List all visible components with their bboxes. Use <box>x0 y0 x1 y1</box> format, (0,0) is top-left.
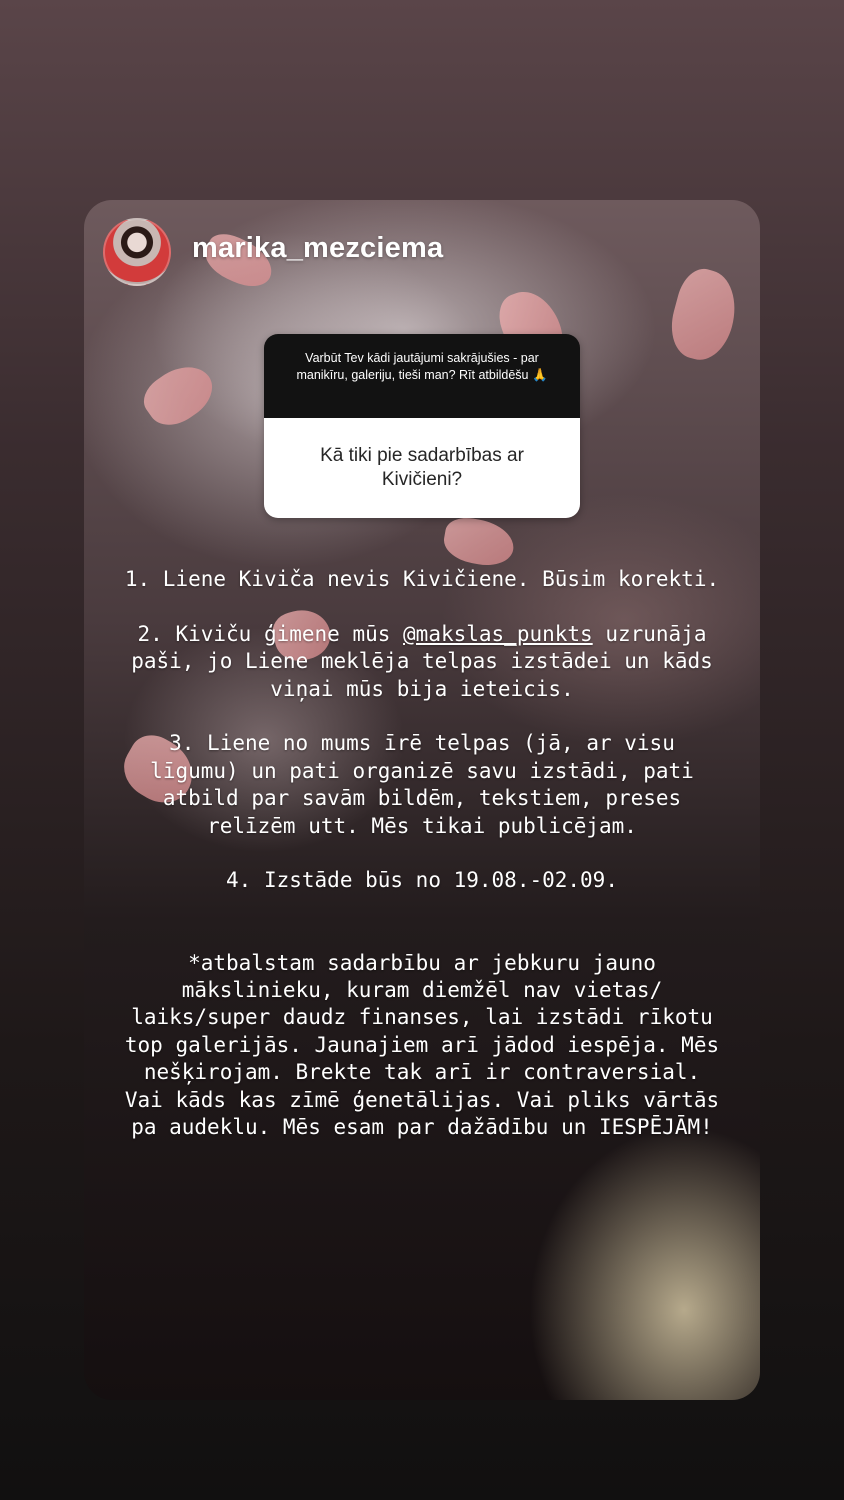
mention-link[interactable]: @makslas_punkts <box>403 621 593 646</box>
username[interactable]: marika_mezciema <box>192 232 444 264</box>
background-petal <box>663 264 744 366</box>
story-card[interactable] <box>84 200 760 1400</box>
question-answer: Kā tiki pie sadarbības ar Kivičieni? <box>264 418 580 518</box>
paragraph-3: 3. Liene no mums īrē telpas (jā, ar visu līgumu) un pati organizē savu izstādi, pati atbild par savām bildēm, tekstiem, preses relīzēm utt. Mēs tikai publicējam. <box>150 731 694 838</box>
paragraph-4: 4. Izstāde būs no 19.08.-02.09. <box>226 868 618 893</box>
avatar[interactable] <box>103 218 171 286</box>
background-petal <box>441 514 518 569</box>
paragraph-5: *atbalstam sadarbību ar jebkuru jauno mākslinieku, kuram diemžēl nav vietas/ laiks/super daudz finanses, lai izstādi rīkotu top galerijās. Jaunajiem arī jādod iespēja. Mēs nešķirojam. Brekte tak arī ir contraversial. Vai kāds kas zīmē ģenetālijas. Vai pliks vārtās pa audeklu. Mēs esam par dažādību un IESPĒJĀM! <box>124 950 720 1140</box>
question-sticker[interactable] <box>264 334 580 518</box>
paragraph-2 <box>124 621 720 703</box>
paragraph-1: 1. Liene Kiviča nevis Kivičiene. Būsim korekti. <box>124 567 720 591</box>
paragraph-2-prefix: 2. Kiviču ģimene mūs <box>137 621 404 646</box>
question-prompt: Varbūt Tev kādi jautājumi sakrājušies - par manikīru, galeriju, tieši man? Rīt atbildēšu 🙏 <box>264 334 580 418</box>
background-petal <box>136 354 222 435</box>
paragraph-2-suffix: uzrunāja paši, jo Liene meklēja telpas izstādei un kāds viņai mūs bija ieteicis. <box>131 621 713 701</box>
story-text <box>124 566 720 1169</box>
